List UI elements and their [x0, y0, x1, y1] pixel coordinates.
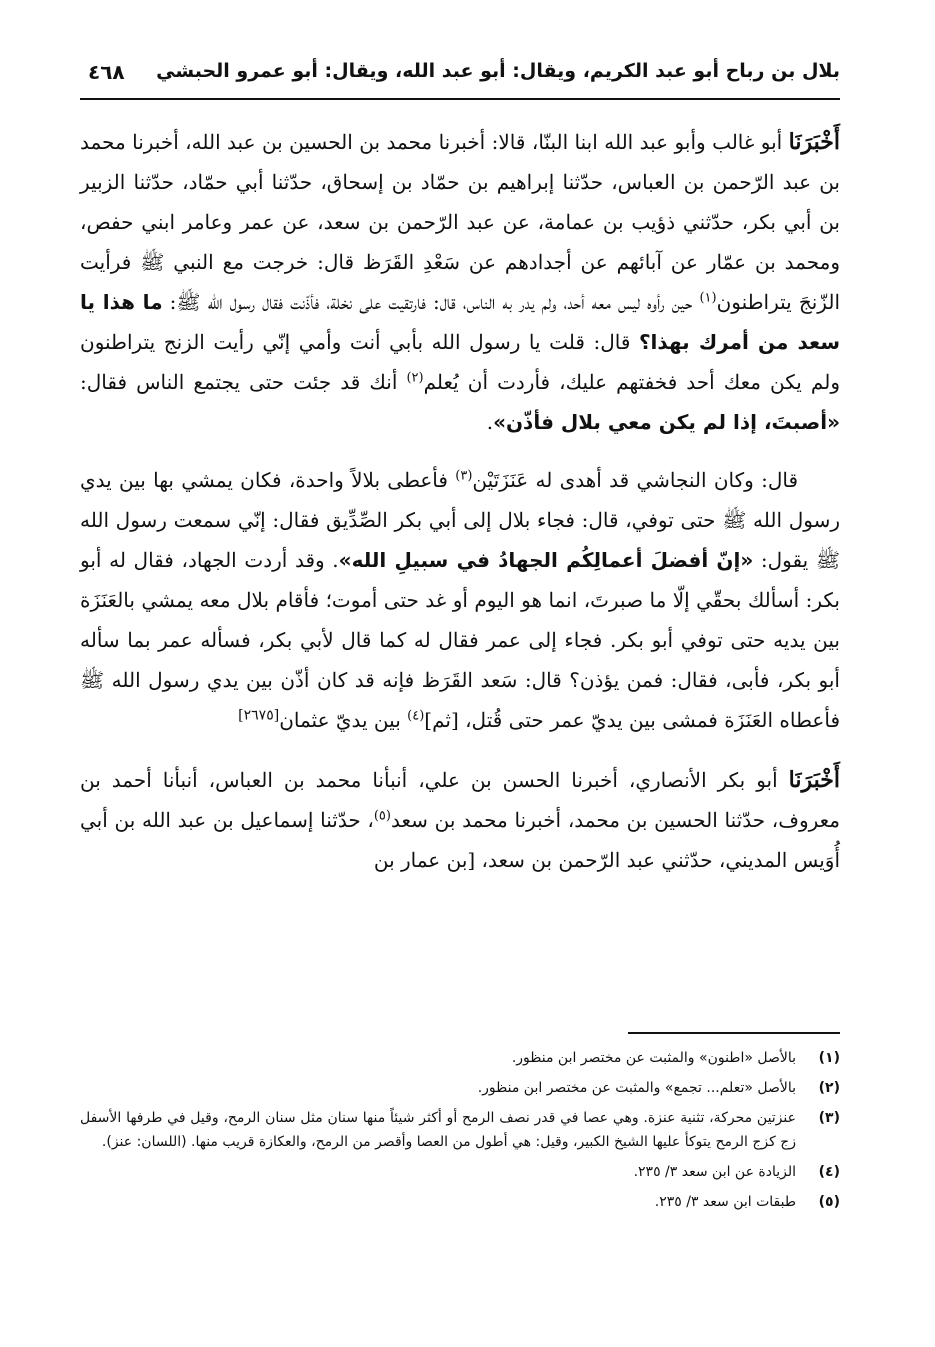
text-run: قال: قلت يا رسول الله بأبي أنت وأمي إنّي رأيت الزنج يتراطنون ولم يكن معك أحد فخفتهم عليك، فأردت أن يُعلم: [80, 330, 840, 394]
footnote: [80, 1190, 840, 1214]
footnote: [80, 1160, 840, 1184]
text-run: أبو غالب وأبو عبد الله ابنا البنّا، قالا: أخبرنا محمد بن الحسين بن عبد الله، أخبرنا محمد بن عبد الرّحمن بن العباس، حدّثنا إبراهيم بن حمّاد بن إسحاق، حدّثنا أبي حمّاد، حدّثنا الزبير بن أبي بكر، حدّثني ذؤيب بن عمامة، عن عبد الرّحمن بن سعد، عن عمر وعامر ابني حفص، ومحمد بن عمّار عن آبائهم عن أجدادهم عن سَعْدِ القَرَظ قال: خرجت مع النبي ﷺ فرأيت الزّنجَ يتراطنون: [80, 130, 840, 314]
page-number: ٤٦٨: [88, 60, 125, 84]
text-run: .: [486, 410, 494, 434]
footnote-text: بالأصل «اطنون» والمثبت عن مختصر ابن منظور.: [511, 1050, 796, 1066]
footnote: [80, 1046, 840, 1070]
text-run: أنك قد جئت حتى يجتمع الناس فقال:: [80, 370, 407, 394]
footnote-text: الزيادة عن ابن سعد ٣/ ٢٣٥.: [633, 1164, 796, 1180]
footnote-number: (٢): [818, 1080, 840, 1096]
footnote-marker-1: (١): [699, 290, 717, 306]
footnote-marker-3: (٣): [455, 468, 473, 484]
paragraph-3: [80, 760, 840, 880]
hadith-quote: ما هذا يا سعد من أمرك بهذا؟: [80, 290, 841, 354]
footnote: [80, 1106, 840, 1154]
text-run: بين يديّ عثمان: [279, 708, 408, 732]
running-head: بلال بن رباح أبو عبد الكريم، ويقال: أبو عبد الله، ويقال: أبو عمرو الحبشي: [156, 60, 840, 82]
footnote-text: طبقات ابن سعد ٣/ ٢٣٥.: [654, 1194, 796, 1210]
footnote-number: (٥): [818, 1194, 840, 1210]
footnote-number: (١): [818, 1050, 840, 1066]
text-run: فأعطى بلالاً واحدة، فكان يمشي بها بين يدي رسول الله ﷺ حتى توفي، قال: فجاء بلال إلى أبي بكر الصِّدِّيق فقال: إنّي سمعت رسول الله ﷺ يقول:: [80, 468, 840, 572]
hadith-quote: «إنّ أفضلَ أعمالِكُم الجهادُ في سبيلِ الله»: [338, 548, 754, 572]
footnote-number: (٣): [818, 1110, 840, 1126]
text-run: أبو بكر الأنصاري، أخبرنا الحسن بن علي، أنبأنا محمد بن العباس، أنبأنا أحمد بن معروف، حدّثنا الحسين بن محمد، أخبرنا محمد بن سعد: [80, 768, 841, 832]
footnote-marker-4: (٤): [407, 708, 425, 724]
footnote-divider: [628, 1032, 840, 1034]
footnote-number: (٤): [818, 1164, 840, 1180]
source-citation: [٢٦٧٥]: [238, 707, 280, 724]
paragraph-2: [80, 460, 840, 740]
paragraph-1: [80, 122, 840, 442]
footnote-marker-5: (٥): [373, 808, 391, 824]
footnote-text: بالأصل «تعلم... تجمع» والمثبت عن مختصر ابن منظور.: [477, 1080, 796, 1096]
text-run: ، حدّثنا إسماعيل بن عبد الله بن أبي أُوَيس المديني، حدّثني عبد الرّحمن بن سعد، [بن عمار بن: [80, 808, 840, 872]
hadith-quote: «أصبتَ، إذا لم يكن معي بلال فأذّن»: [493, 410, 840, 434]
page-header: [80, 58, 840, 100]
footnote: [80, 1076, 840, 1100]
text-run: قال: وكان النجاشي قد أهدى له عَنَزَتَيْن: [472, 468, 799, 492]
text-run: حين رأوه ليس معه أحد، ولم يدر به الناس، قال: فارتقيت على نخلة، فأذّنت فقال رسول الله ﷺ:: [162, 290, 700, 314]
text-run: . وقد أردت الجهاد، فقال له أبو بكر: أسألك بحقّي إلّا ما صبرتَ، انما هو اليوم أو غد حتى أموت؛ فأقام بلال معه يمشي بالعَنَزَة بين يديه حتى توفي أبو بكر. فجاء إلى عمر فقال له كما قال لأبي بكر، فسأله عمر بما سأله أبو بكر، فأبى، فقال: فمن يؤذن؟ قال: سَعد القَرَظ فإنه قد كان أذّن بين يدي رسول الله ﷺ فأعطاه العَنَزَة فمشى بين يديّ عمر حتى قُتل، [ثم]: [80, 548, 840, 732]
footnote-text: عنزتين محركة، تثنية عنزة. وهي عصا في قدر نصف الرمح أو أكثر شيئاً منها سنان مثل سنان الرمح، وقيل في طرفها الأسفل زج كزج الرمح يتوكأ عليها الشيخ الكبير، وقيل: هي أطول من العصا وأقصر من الرمح، والعكازة قريب منها. (اللسان: عنز).: [80, 1110, 796, 1150]
report-keyword: أَخْبَرَنَا: [788, 129, 840, 155]
main-text: [80, 118, 840, 880]
footnotes: [80, 1046, 840, 1220]
footnote-marker-2: (٢): [406, 370, 424, 386]
report-keyword: أَخْبَرَنَا: [788, 767, 840, 793]
